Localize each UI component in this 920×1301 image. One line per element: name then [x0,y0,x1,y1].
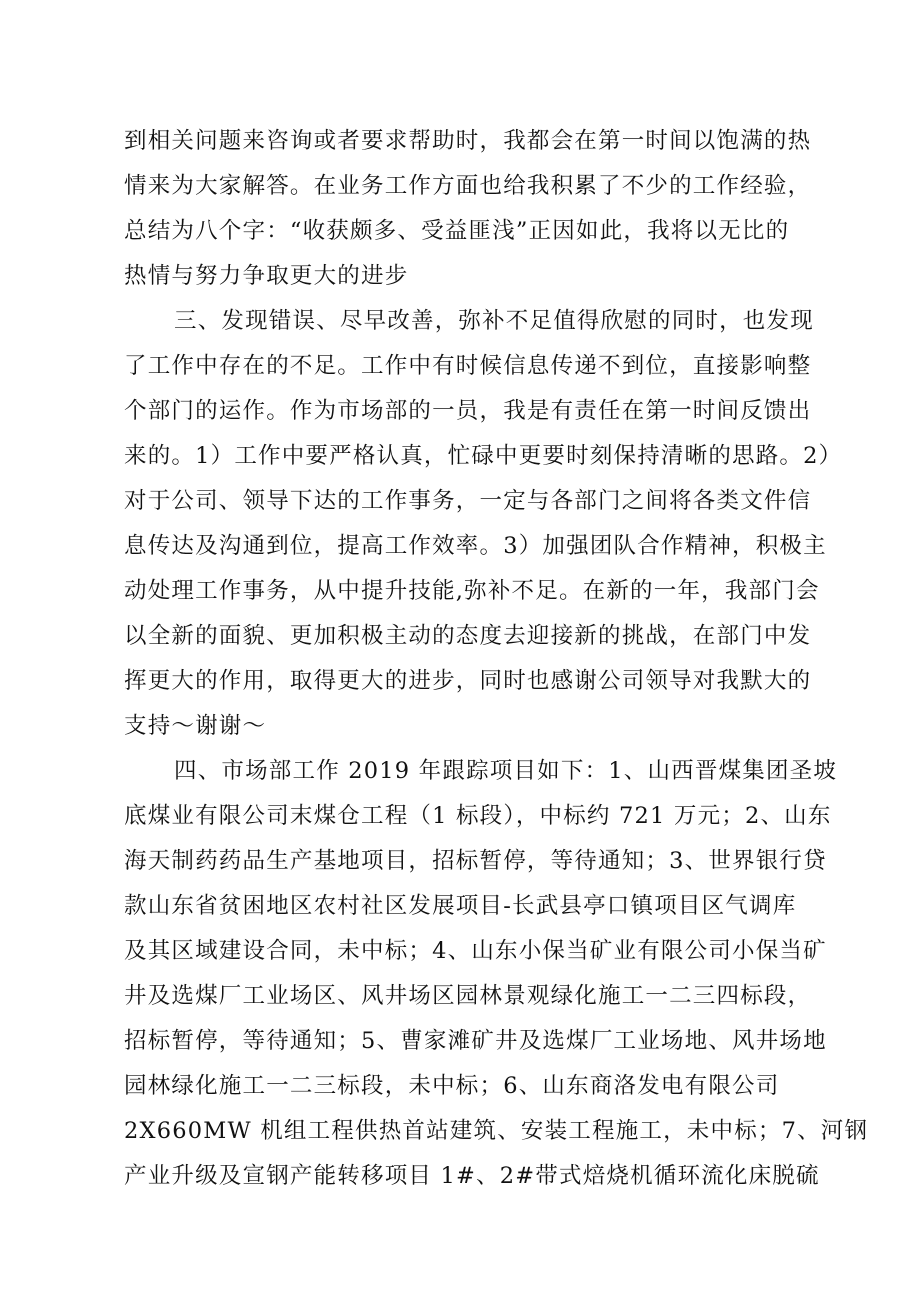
text-line: 了工作中存在的不足。工作中有时候信息传递不到位，直接影响整 [124,353,812,379]
text-line: 以全新的面貌、更加积极主动的态度去迎接新的挑战，在部门中发 [124,623,812,649]
text-line: 三、发现错误、尽早改善，弥补不足值得欣慰的同时，也发现 [174,308,814,334]
text-line: 园林绿化施工一二三标段，未中标；6、山东商洛发电有限公司 [124,1073,780,1099]
text-line: 动处理工作事务，从中提升技能,弥补不足。在新的一年，我部门会 [124,578,820,604]
text-line: 2X660MW 机组工程供热首站建筑、安装工程施工，未中标；7、河钢 [124,1118,869,1144]
text-line: 到相关问题来咨询或者要求帮助时，我都会在第一时间以饱满的热 [124,128,812,154]
text-line: 款山东省贫困地区农村社区发展项目-长武县亭口镇项目区气调库 [124,893,797,919]
text-line: 及其区域建设合同，未中标；4、山东小保当矿业有限公司小保当矿 [124,938,827,964]
text-line: 产业升级及宣钢产能转移项目 1#、2#带式焙烧机循环流化床脱硫 [124,1163,820,1189]
text-line: 来的。1）工作中要严格认真，忙碌中更要时刻保持清晰的思路。2） [124,443,843,469]
text-line: 对于公司、领导下达的工作事务，一定与各部门之间将各类文件信 [124,488,812,514]
text-line: 情来为大家解答。在业务工作方面也给我积累了不少的工作经验， [124,173,812,199]
text-line: 挥更大的作用，取得更大的进步，同时也感谢公司领导对我默大的 [124,668,812,694]
text-line: 招标暂停，等待通知；5、曹家滩矿井及选煤厂工业场地、风井场地 [124,1028,827,1054]
text-line: 热情与努力争取更大的进步 [124,263,409,289]
text-line: 底煤业有限公司末煤仓工程（1 标段），中标约 721 万元；2、山东 [124,803,832,829]
text-line: 息传达及沟通到位，提高工作效率。3）加强团队合作精神，积极主 [124,533,827,559]
text-line: 四、市场部工作 2019 年跟踪项目如下：1、山西晋煤集团圣坡 [174,758,838,784]
text-line: 海天制药药品生产基地项目，招标暂停，等待通知；3、世界银行贷 [124,848,827,874]
text-line: 总结为八个字：“收获颇多、受益匪浅”正因如此，我将以无比的 [124,218,790,244]
text-line: 个部门的运作。作为市场部的一员，我是有责任在第一时间反馈出 [124,398,812,424]
text-line: 支持～谢谢～ [124,713,267,739]
text-line: 井及选煤厂工业场区、风井场区园林景观绿化施工一二三四标段， [124,983,812,1009]
